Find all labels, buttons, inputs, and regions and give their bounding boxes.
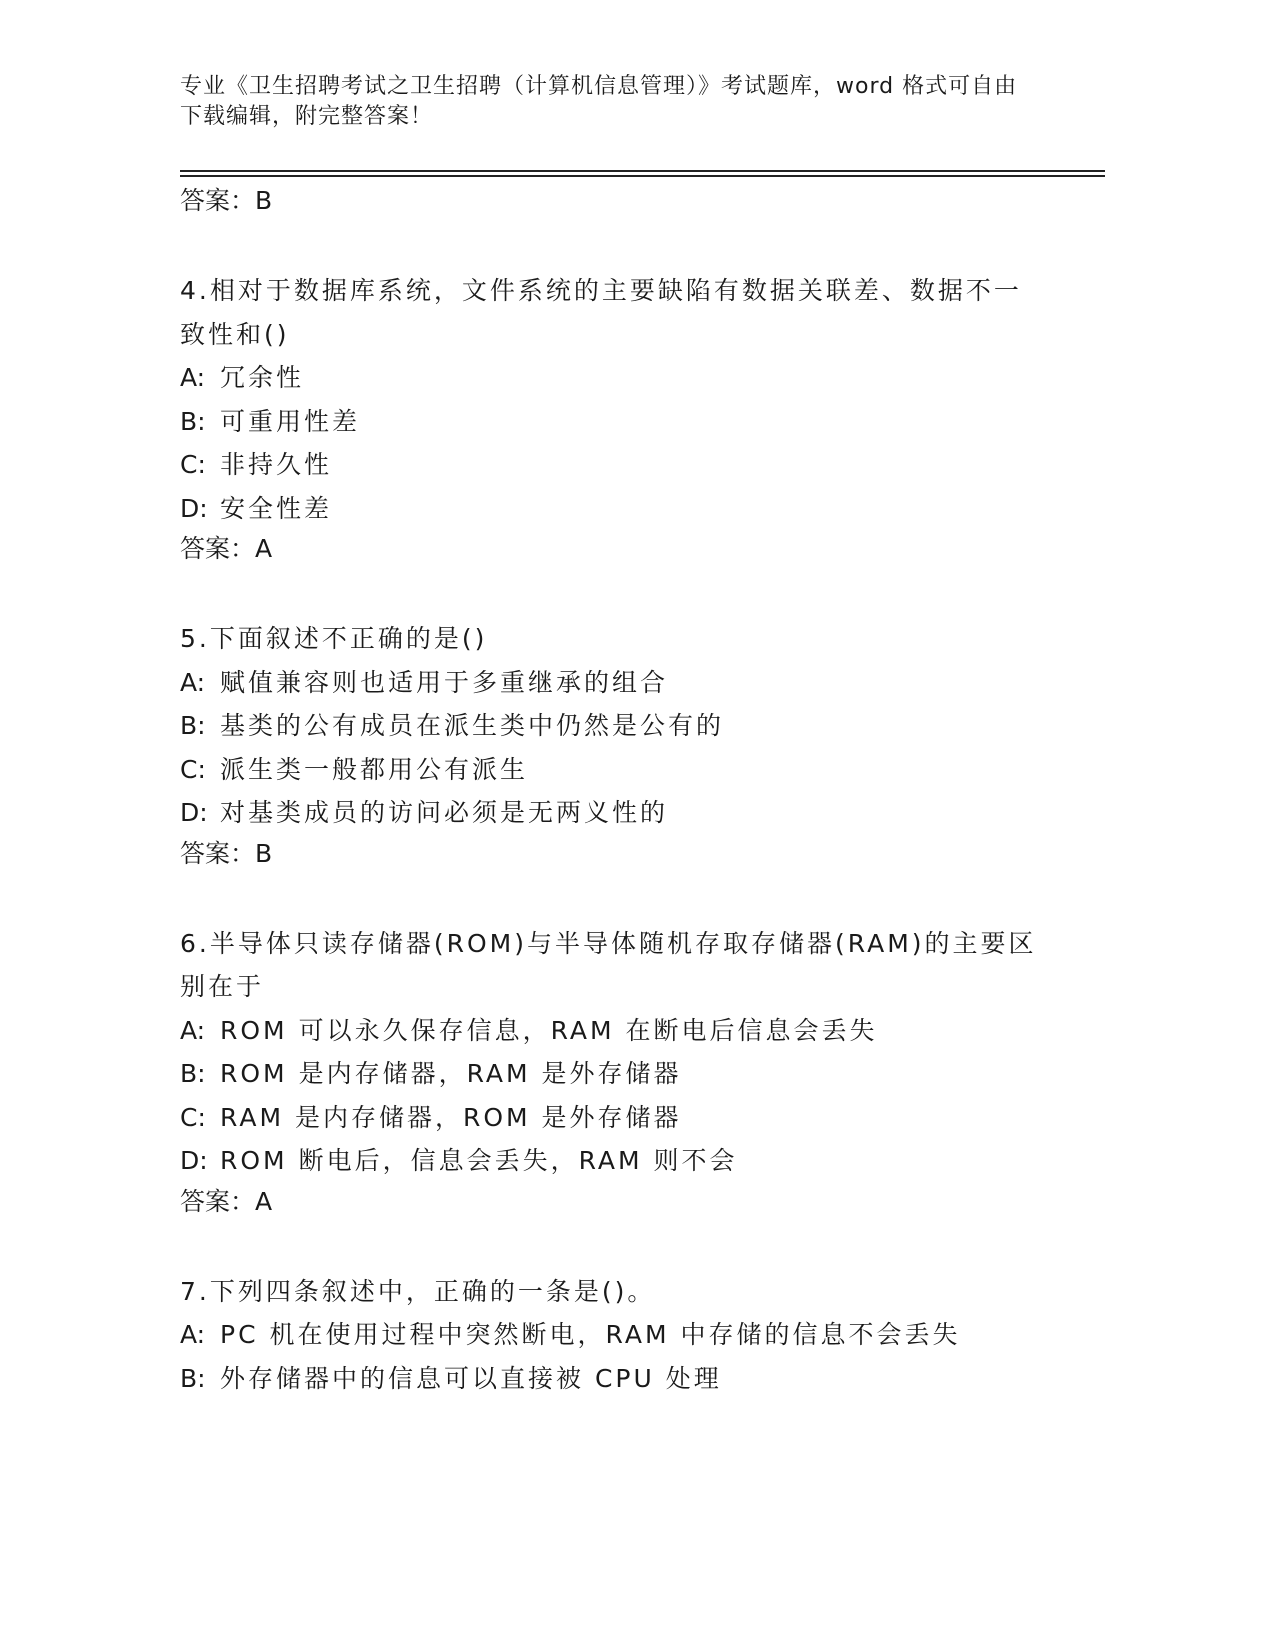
question-text: 4.相对于数据库系统，文件系统的主要缺陷有数据关联差、数据不一致性和()	[180, 276, 1022, 349]
document-header: 专业《卫生招聘考试之卫生招聘（计算机信息管理）》考试题库，word 格式可自由下载编辑，附完整答案！	[180, 74, 1018, 129]
option-text: ROM 可以永久保存信息，RAM 在断电后信息会丢失	[220, 1015, 878, 1045]
answer-line: 答案：B	[180, 838, 273, 868]
option-b	[180, 400, 1040, 444]
option-text: ROM 是内存储器，RAM 是外存储器	[220, 1059, 682, 1088]
option-letter: D:	[180, 798, 208, 827]
option-letter: A:	[180, 363, 206, 392]
option-letter: B:	[180, 711, 206, 740]
question-block	[180, 617, 1040, 878]
option-text: 冗余性	[220, 363, 305, 392]
option-c	[180, 443, 1040, 487]
option-a	[180, 661, 1040, 705]
question-block	[180, 269, 1040, 574]
option-text: 非持久性	[220, 450, 333, 479]
option-letter: C:	[180, 754, 206, 784]
option-a	[180, 1313, 1040, 1357]
option-text: 对基类成员的访问必须是无两义性的	[220, 798, 669, 827]
option-c	[180, 748, 1040, 792]
option-letter: C:	[180, 1102, 206, 1132]
option-d	[180, 791, 1040, 835]
option-text: 安全性差	[220, 493, 333, 523]
question-text: 7.下列四条叙述中，正确的一条是()。	[180, 1276, 656, 1306]
option-text: ROM 断电后，信息会丢失，RAM 则不会	[220, 1146, 738, 1175]
option-text: 基类的公有成员在派生类中仍然是公有的	[220, 711, 725, 740]
option-letter: B:	[180, 406, 206, 436]
answer-line: 答案：B	[180, 186, 273, 215]
option-letter: A:	[180, 1015, 206, 1045]
option-text: 外存储器中的信息可以直接被 CPU 处理	[220, 1363, 722, 1393]
option-d	[180, 1139, 1040, 1183]
answer-line: 答案：A	[180, 534, 273, 563]
option-letter: B:	[180, 1059, 206, 1088]
option-c	[180, 1096, 1040, 1140]
header-rule-bottom	[180, 175, 1105, 177]
header-rule-top	[180, 170, 1105, 172]
option-a	[180, 1009, 1040, 1053]
option-text: RAM 是内存储器，ROM 是外存储器	[220, 1102, 682, 1132]
option-letter: B:	[180, 1363, 206, 1393]
answer-line: 答案：A	[180, 1186, 273, 1216]
option-letter: C:	[180, 450, 206, 479]
option-b	[180, 1357, 1040, 1401]
question-list	[180, 182, 1040, 1400]
option-text: 可重用性差	[220, 406, 361, 436]
option-letter: A:	[180, 667, 206, 697]
option-b	[180, 1052, 1040, 1096]
option-text: 赋值兼容则也适用于多重继承的组合	[220, 667, 669, 697]
question-text: 5.下面叙述不正确的是()	[180, 624, 488, 653]
option-text: PC 机在使用过程中突然断电，RAM 中存储的信息不会丢失	[220, 1320, 961, 1349]
option-letter: D:	[180, 493, 208, 523]
option-a	[180, 356, 1040, 400]
option-text: 派生类一般都用公有派生	[220, 754, 529, 784]
option-letter: A:	[180, 1320, 206, 1349]
option-b	[180, 704, 1040, 748]
option-letter: D:	[180, 1146, 208, 1175]
question-block	[180, 1270, 1040, 1401]
question-text: 6.半导体只读存储器(ROM)与半导体随机存取存储器(RAM)的主要区别在于	[180, 928, 1037, 1001]
question-block	[180, 922, 1040, 1227]
option-d	[180, 487, 1040, 531]
